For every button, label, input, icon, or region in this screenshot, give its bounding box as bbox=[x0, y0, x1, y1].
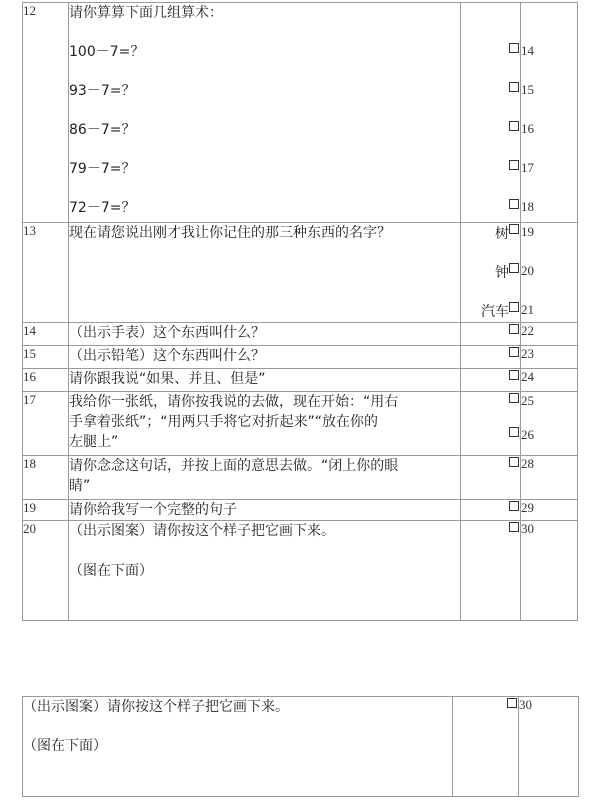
item-number: 13 bbox=[23, 223, 69, 323]
score-number: 21 bbox=[521, 302, 534, 317]
arithmetic-line: 100－7=？ bbox=[69, 44, 145, 60]
score-number: 30 bbox=[521, 521, 578, 621]
table-row bbox=[23, 392, 578, 456]
table-row bbox=[23, 3, 578, 223]
arithmetic-line: 79－7=？ bbox=[69, 161, 136, 177]
prompt-text: （出示图案）请你按这个样子把它画下来。 bbox=[69, 523, 335, 539]
checkbox-column bbox=[461, 223, 521, 323]
score-number: 25 bbox=[521, 393, 534, 408]
recall-word: 汽车 bbox=[481, 304, 509, 320]
arithmetic-line: 93－7=？ bbox=[69, 83, 136, 99]
score-number: 26 bbox=[521, 427, 534, 442]
prompt-line: 左腿上” bbox=[69, 434, 119, 450]
checkbox-column bbox=[461, 3, 521, 223]
prompt-text: （出示图案）请你按这个样子把它画下来。 bbox=[23, 699, 289, 715]
item-prompt: （出示手表）这个东西叫什么？ bbox=[69, 323, 461, 346]
score-checkbox[interactable] bbox=[507, 698, 517, 708]
score-number: 18 bbox=[521, 199, 534, 214]
table-row bbox=[23, 500, 578, 521]
score-checkbox[interactable] bbox=[509, 457, 519, 467]
score-checkbox[interactable] bbox=[509, 263, 519, 273]
table-row bbox=[23, 521, 578, 621]
score-number: 30 bbox=[519, 697, 579, 797]
item-prompt: （出示铅笔）这个东西叫什么？ bbox=[69, 346, 461, 369]
score-number: 14 bbox=[521, 43, 534, 58]
score-number: 22 bbox=[521, 323, 578, 346]
recall-word: 树 bbox=[495, 226, 509, 242]
score-checkbox[interactable] bbox=[509, 302, 519, 312]
prompt-line: 睛” bbox=[69, 478, 91, 494]
table-row bbox=[23, 369, 578, 392]
item-prompt: 请你给我写一个完整的句子 bbox=[69, 500, 461, 521]
item-number: 20 bbox=[23, 521, 69, 621]
item-number: 12 bbox=[23, 3, 69, 223]
score-checkbox[interactable] bbox=[509, 160, 519, 170]
score-checkbox[interactable] bbox=[509, 370, 519, 380]
score-checkbox[interactable] bbox=[509, 522, 519, 532]
item-prompt: 请你跟我说“如果、并且、但是” bbox=[69, 369, 461, 392]
table-row bbox=[23, 456, 578, 500]
score-number: 20 bbox=[521, 263, 534, 278]
score-number: 23 bbox=[521, 346, 578, 369]
score-number: 19 bbox=[521, 224, 534, 239]
score-checkbox[interactable] bbox=[509, 43, 519, 53]
drawing-table bbox=[22, 696, 579, 797]
score-checkbox[interactable] bbox=[509, 427, 519, 437]
arithmetic-line: 86－7=？ bbox=[69, 122, 136, 138]
score-number: 17 bbox=[521, 160, 534, 175]
prompt-line: 我给你一张纸，请你按我说的去做，现在开始：“用右 bbox=[69, 394, 399, 410]
item-prompt bbox=[23, 697, 453, 797]
score-checkbox[interactable] bbox=[509, 121, 519, 131]
item-number: 19 bbox=[23, 500, 69, 521]
score-number: 24 bbox=[521, 369, 578, 392]
score-checkbox[interactable] bbox=[509, 347, 519, 357]
recall-word: 钟 bbox=[495, 265, 509, 281]
table-row bbox=[23, 697, 579, 797]
score-checkbox[interactable] bbox=[509, 199, 519, 209]
item-prompt bbox=[69, 3, 461, 223]
item-number: 15 bbox=[23, 346, 69, 369]
item-prompt bbox=[69, 456, 461, 500]
item-prompt bbox=[69, 392, 461, 456]
score-checkbox[interactable] bbox=[509, 393, 519, 403]
item-prompt bbox=[69, 521, 461, 621]
item-number: 18 bbox=[23, 456, 69, 500]
prompt-line: 手拿着张纸”；“用两只手将它对折起来”“放在你的 bbox=[69, 414, 379, 430]
score-number: 16 bbox=[521, 121, 534, 136]
item-number: 17 bbox=[23, 392, 69, 456]
item-prompt: 现在请您说出刚才我让你记住的那三种东西的名字？ bbox=[69, 223, 461, 323]
table-row bbox=[23, 346, 578, 369]
score-number: 28 bbox=[521, 456, 578, 500]
score-checkbox[interactable] bbox=[509, 501, 519, 511]
item-number: 14 bbox=[23, 323, 69, 346]
score-checkbox[interactable] bbox=[509, 224, 519, 234]
score-number: 29 bbox=[521, 500, 578, 521]
score-checkbox[interactable] bbox=[509, 324, 519, 334]
score-column bbox=[521, 223, 578, 323]
prompt-note: （图在下面） bbox=[69, 563, 153, 579]
assessment-table bbox=[22, 2, 578, 621]
score-column bbox=[521, 3, 578, 223]
prompt-line: 请你念念这句话，并按上面的意思去做。“闭上你的眼 bbox=[69, 458, 399, 474]
prompt-note: （图在下面） bbox=[23, 738, 107, 754]
score-number: 15 bbox=[521, 82, 534, 97]
score-checkbox[interactable] bbox=[509, 82, 519, 92]
prompt-text: 请你算算下面几组算术： bbox=[69, 5, 223, 21]
table-row bbox=[23, 223, 578, 323]
item-number: 16 bbox=[23, 369, 69, 392]
table-row bbox=[23, 323, 578, 346]
arithmetic-line: 72－7=？ bbox=[69, 200, 136, 216]
